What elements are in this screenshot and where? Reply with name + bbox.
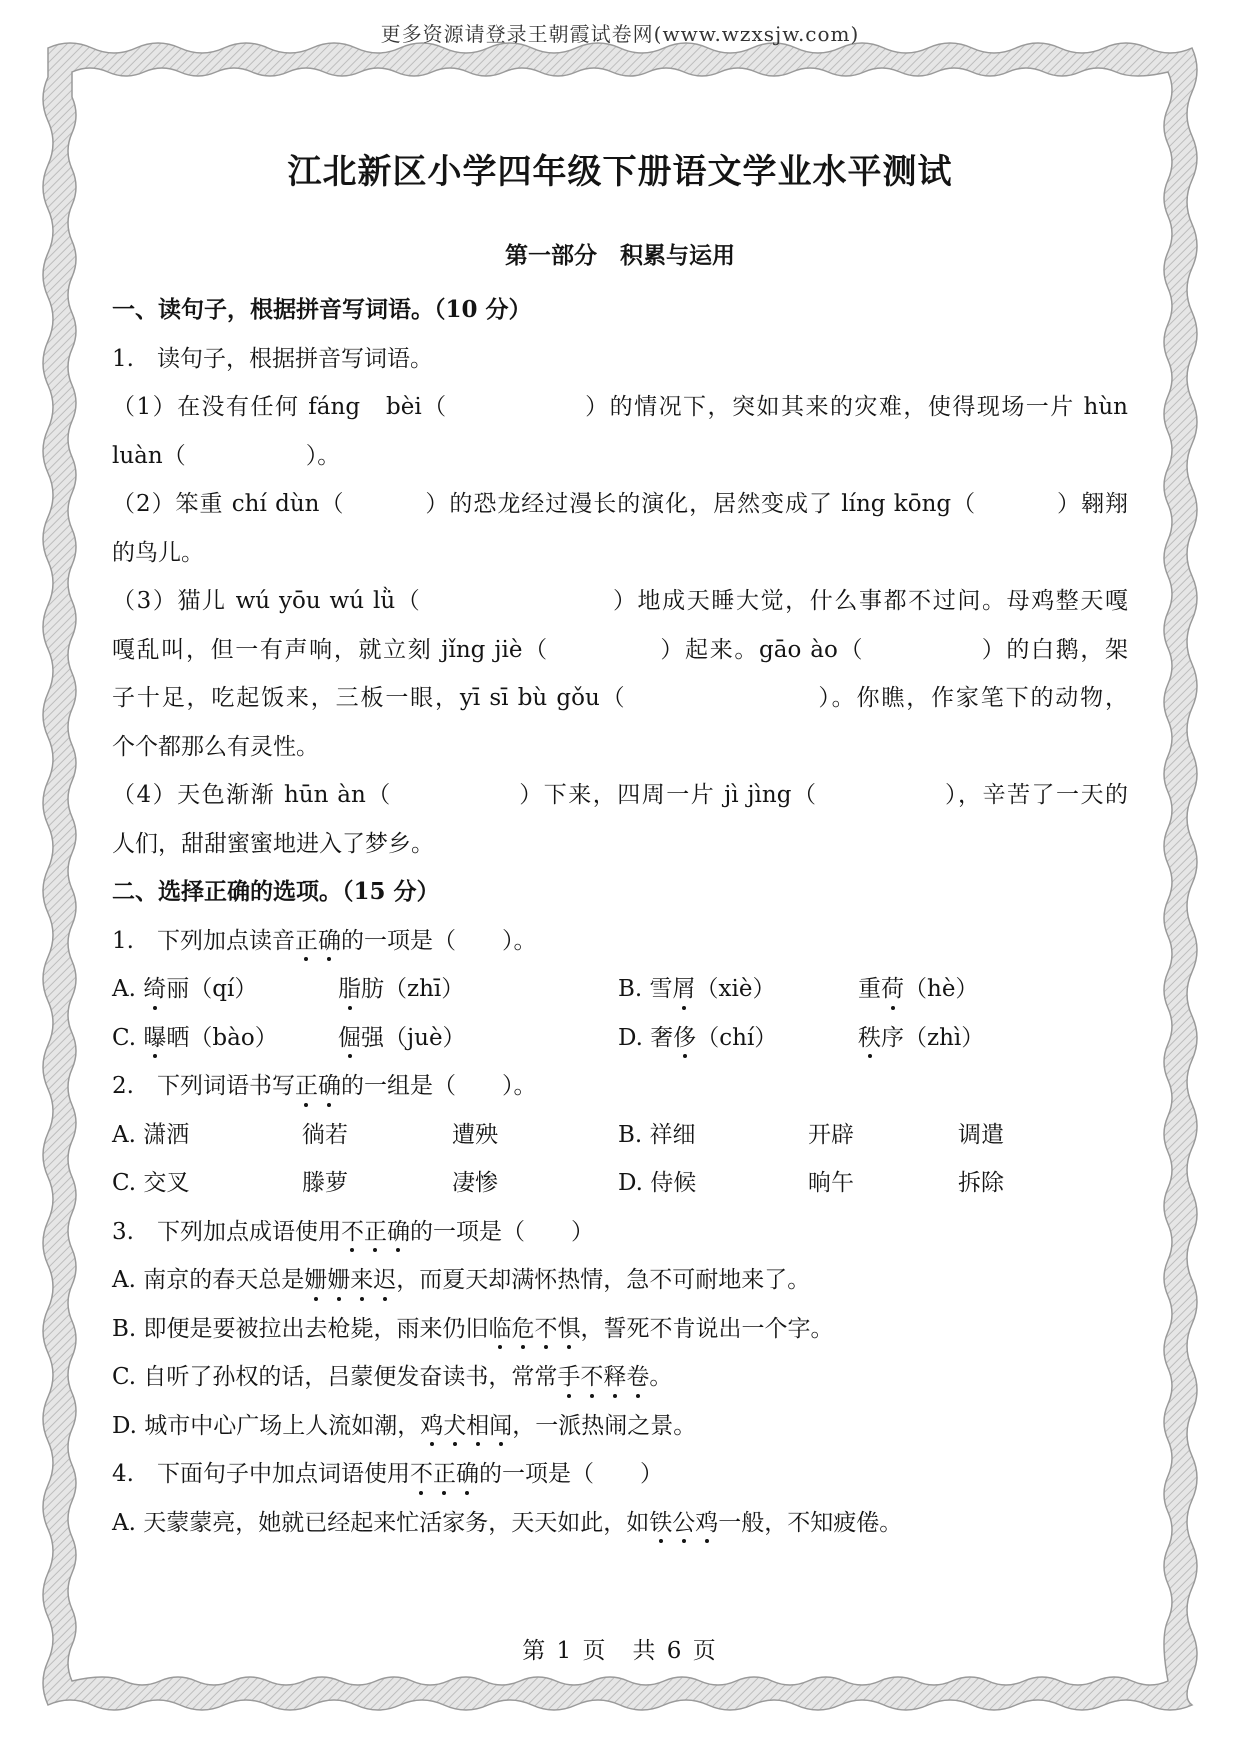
question-2-2-options-row-2 <box>112 1159 1128 1208</box>
option-a[interactable]: A. 南京的春天总是姗姗来迟，而夏天却满怀热情，急不可耐地来了。 <box>112 1256 1128 1305</box>
option-b[interactable]: B. 即便是要被拉出去枪毙，雨来仍旧临危不惧，誓死不肯说出一个字。 <box>112 1305 1128 1354</box>
option-a-word-2: 脂肪（zhī） <box>338 965 464 1014</box>
option-c-word-3: 凄惨 <box>452 1170 498 1196</box>
option-c-word-2: 滕萝 <box>302 1170 348 1196</box>
option-b-word-3: 调遣 <box>958 1121 1004 1148</box>
option-c-word-2: 倔强（juè） <box>338 1014 466 1063</box>
question-1-3-line-4: 个个都那么有灵性。 <box>112 733 319 760</box>
question-2-1-options-row-2 <box>112 1014 1128 1063</box>
question-2-4-stem: 4. 下面句子中加点词语使用不正确的一项是（ ） <box>112 1450 1128 1499</box>
question-2-2-options-row-1 <box>112 1111 1128 1160</box>
option-a-word-3: 遭殃 <box>452 1121 498 1148</box>
section-2-heading: 二、选择正确的选项。（15 分） <box>112 878 440 905</box>
option-d-word-2: 秩序（zhì） <box>858 1014 984 1063</box>
option-b-word-2: 开辟 <box>808 1121 854 1148</box>
exam-page <box>112 80 1128 1547</box>
option-b[interactable]: B. 祥细 <box>618 1121 696 1148</box>
option-a-word-2: 徜若 <box>302 1121 348 1148</box>
option-b-word-2: 重荷（hè） <box>858 965 978 1014</box>
option-c[interactable]: C. 交叉 <box>112 1170 190 1196</box>
section-2 <box>112 868 1128 1547</box>
option-d-word-2: 晌午 <box>808 1170 854 1196</box>
question-1-1-line-2: luàn（ ）。 <box>112 442 341 469</box>
option-d[interactable]: D. 侍候 <box>618 1170 697 1196</box>
option-c[interactable]: C. 曝晒（bào） <box>112 1014 278 1063</box>
question-1-2-line-2: 的鸟儿。 <box>112 539 204 566</box>
question-1-4-line-2: 人们，甜甜蜜蜜地进入了梦乡。 <box>112 830 434 857</box>
question-1-4-line-1: （4）天色渐渐 hūn àn（ ）下来，四周一片 jì jìng（ ），辛苦了一天的 <box>112 782 1128 808</box>
question-2-3-stem: 3. 下列加点成语使用不正确的一项是（ ） <box>112 1208 1128 1257</box>
question-1-3-line-3: 子十足，吃起饭来，三板一眼，yī sī bù gǒu（ ）。你瞧，作家笔下的动物， <box>112 685 1128 711</box>
option-d[interactable]: D. 奢侈（chí） <box>618 1014 777 1063</box>
option-a[interactable]: A. 绮丽（qí） <box>112 965 257 1014</box>
option-a[interactable]: A. 天蒙蒙亮，她就已经起来忙活家务，天天如此，如铁公鸡一般，不知疲倦。 <box>112 1499 1128 1548</box>
page-footer: 第 1 页 共 6 页 <box>522 1638 718 1664</box>
option-c[interactable]: C. 自听了孙权的话，吕蒙便发奋读书，常常手不释卷。 <box>112 1353 1128 1402</box>
option-d[interactable]: D. 城市中心广场上人流如潮，鸡犬相闻，一派热闹之景。 <box>112 1402 1128 1451</box>
question-1-3-line-2: 嘎乱叫，但一有声响，就立刻 jǐng jiè（ ）起来。gāo ào（ ）的白鹅，架 <box>112 636 1128 663</box>
part-heading: 第一部分 积累与运用 <box>505 242 735 269</box>
page-title: 江北新区小学四年级下册语文学业水平测试 <box>287 152 953 192</box>
question-1-3-line-1: （3）猫儿 wú yōu wú lǜ（ ）地成天睡大觉，什么事都不过问。母鸡整天嘎 <box>112 588 1129 614</box>
option-d-word-3: 拆除 <box>958 1170 1004 1196</box>
question-1-2-line-1: （2）笨重 chí dùn（ ）的恐龙经过漫长的演化，居然变成了 líng kōng（ ）翱翔 <box>112 491 1129 517</box>
section-1-intro: 1. 读句子，根据拼音写词语。 <box>112 345 433 372</box>
question-2-2-stem: 2. 下列词语书写正确的一组是（ ）。 <box>112 1062 1128 1111</box>
site-banner: 更多资源请登录王朝霞试卷网(www.wzxsjw.com) <box>380 22 860 46</box>
section-1-heading: 一、读句子，根据拼音写词语。（10 分） <box>112 296 532 323</box>
question-1-1-line-1: （1）在没有任何 fáng bèi（ ）的情况下，突如其来的灾难，使得现场一片 hùn <box>112 394 1128 420</box>
question-2-1-stem: 1. 下列加点读音正确的一项是（ ）。 <box>112 917 1128 966</box>
section-1 <box>112 286 1128 868</box>
option-a[interactable]: A. 潇洒 <box>112 1121 190 1148</box>
option-b[interactable]: B. 雪屑（xiè） <box>618 965 775 1014</box>
question-2-1-options-row-1 <box>112 965 1128 1014</box>
